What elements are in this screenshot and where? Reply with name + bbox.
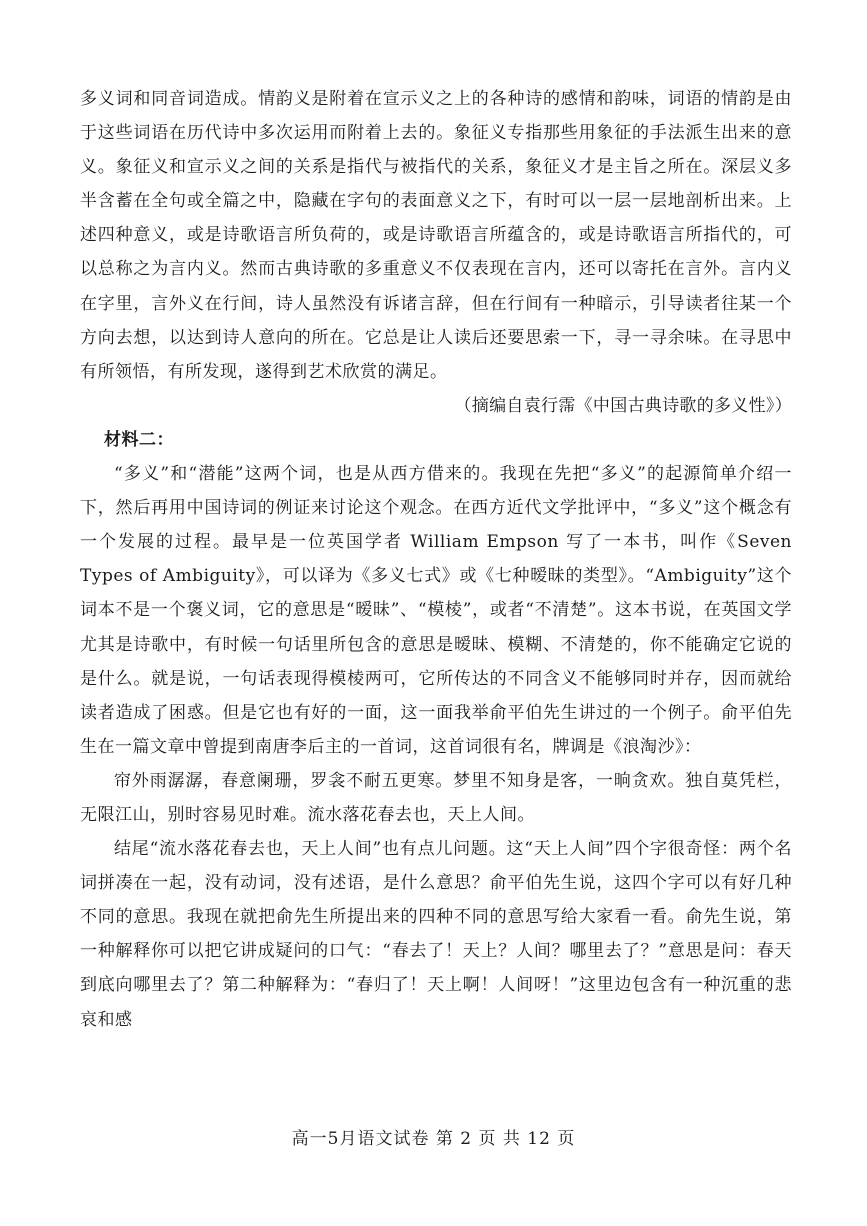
exam-page-body (80, 82, 792, 1202)
material-two-heading: 材料二： (104, 429, 174, 450)
source-citation: （摘编自袁行霈《中国古典诗歌的多义性》） (454, 395, 792, 416)
page-footer: 高一5月语文试卷 第 2 页 共 12 页 (291, 1129, 576, 1149)
poem-quotation: 帘外雨潺潺，春意阑珊，罗衾不耐五更寒。梦里不知身是客，一晌贪欢。独自莫凭栏，无限江山，别时容易见时难。流水落花春去也，天上人间。 (80, 770, 792, 825)
material-two-paragraph-intro: “多义”和“潜能”这两个词，也是从西方借来的。我现在先把“多义”的起源简单介绍一下，然后再用中国诗词的例证来讨论这个观念。在西方近代文学批评中，“多义”这个概念有一个发展的过程。最早是一位英国学者 William Empson 写了一本书，叫作《Seven Types of Ambiguity》，可以译为《多义七式》或《七种暧昧的类型》。“Ambiguity”这个词本不是一个褒义词，它的意思是“暧昧”、“模棱”，或者“不清楚”。这本书说，在英国文学尤其是诗歌中，有时候一句话里所包含的意思是暧昧、模糊、不清楚的，你不能确定它说的是什么。就是说，一句话表现得模棱两可，它所传达的不同含义不能够同时并存，因而就给读者造成了困惑。但是它也有好的一面，这一面我举俞平伯先生讲过的一个例子。俞平伯先生在一篇文章中曾提到南唐李后主的一首词，这首词很有名，牌调是《浪淘沙》： (80, 464, 792, 757)
material-one-continuation-paragraph: 多义词和同音词造成。情韵义是附着在宣示义之上的各种诗的感情和韵味，词语的情韵是由于这些词语在历代诗中多次运用而附着上去的。象征义专指那些用象征的手法派生出来的意义。象征义和宣示义之间的关系是指代与被指代的关系，象征义才是主旨之所在。深层义多半含蓄在全句或全篇之中，隐藏在字句的表面意义之下，有时可以一层一层地剖析出来。上述四种意义，或是诗歌语言所负荷的，或是诗歌语言所蕴含的，或是诗歌语言所指代的，可以总称之为言内义。然而古典诗歌的多重意义不仅表现在言内，还可以寄托在言外。言内义在字里，言外义在行间，诗人虽然没有诉诸言辞，但在行间有一种暗示，引导读者往某一个方向去想，以达到诗人意向的所在。它总是让人读后还要思索一下，寻一寻余味。在寻思中有所领悟，有所发现，遂得到艺术欣赏的满足。 (80, 89, 792, 382)
material-two-paragraph-analysis: 结尾“流水落花春去也，天上人间”也有点儿问题。这“天上人间”四个字很奇怪：两个名词拼凑在一起，没有动词，没有述语，是什么意思？俞平伯先生说，这四个字可以有好几种不同的意思。我现在就把俞先生所提出来的四种不同的意思写给大家看一看。俞先生说，第一种解释你可以把它讲成疑问的口气：“春去了！天上？人间？哪里去了？”意思是问：春天到底向哪里去了？第二种解释为：“春归了！天上啊！人间呀！”这里边包含有一种沉重的悲哀和感 (80, 839, 792, 1030)
